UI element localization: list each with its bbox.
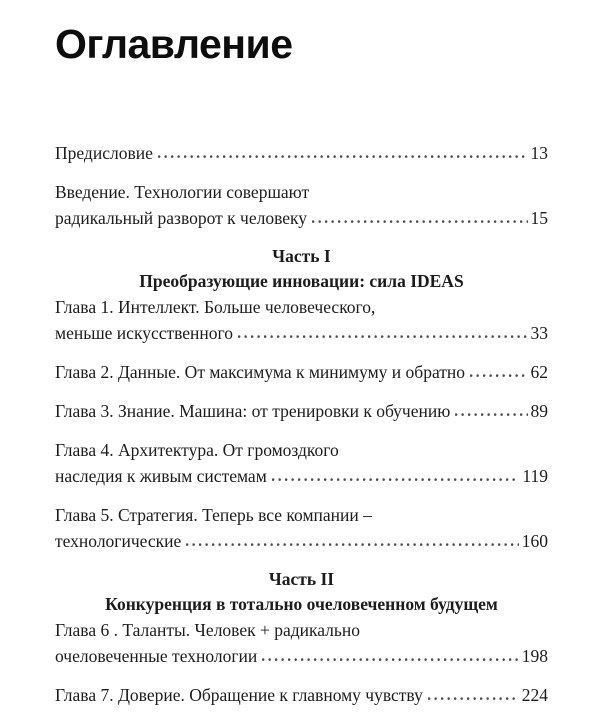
toc-entry bbox=[55, 179, 548, 231]
entry-text-line: Глава 5. Стратегия. Теперь все компании – bbox=[55, 505, 372, 525]
toc-list bbox=[55, 140, 548, 708]
toc-entry bbox=[55, 294, 548, 346]
part-heading bbox=[55, 567, 548, 617]
entry-text: очеловеченные технологии bbox=[55, 646, 258, 666]
page-number: 15 bbox=[530, 208, 548, 228]
toc-entry bbox=[55, 140, 548, 166]
part-heading bbox=[55, 244, 548, 294]
page-number: 119 bbox=[522, 466, 548, 486]
entry-leader-row bbox=[55, 528, 548, 554]
page-number: 224 bbox=[521, 685, 548, 705]
page-number: 33 bbox=[530, 323, 548, 343]
entry-text-line: Глава 6 . Таланты. Человек + радикально bbox=[55, 620, 360, 640]
dot-leader bbox=[455, 412, 527, 417]
entry-text: Предисловие bbox=[55, 143, 153, 163]
entry-text: радикальный разворот к человеку bbox=[55, 208, 307, 228]
entry-leader-row bbox=[55, 682, 548, 708]
entry-leader-row bbox=[55, 463, 548, 489]
page-title: Оглавление bbox=[55, 21, 293, 67]
entry-text: Глава 7. Доверие. Обращение к главному чувству bbox=[55, 685, 423, 705]
toc-entry bbox=[55, 682, 548, 708]
dot-leader bbox=[470, 373, 527, 378]
page-number: 160 bbox=[521, 531, 548, 551]
entry-leader-row bbox=[55, 320, 548, 346]
entry-text: Глава 2. Данные. От максимума к минимуму и обратно bbox=[55, 362, 466, 382]
entry-text: меньше искусственного bbox=[55, 323, 234, 343]
dot-leader bbox=[158, 154, 528, 159]
dot-leader bbox=[428, 696, 519, 701]
part-heading-line: Конкуренция в тотально очеловеченном будущем bbox=[105, 594, 498, 614]
toc-entry bbox=[55, 398, 548, 424]
toc-entry bbox=[55, 359, 548, 385]
dot-leader bbox=[272, 477, 520, 482]
page-number: 62 bbox=[530, 362, 548, 382]
part-heading-line: Часть I bbox=[272, 246, 331, 266]
toc-entry bbox=[55, 437, 548, 489]
entry-leader-row bbox=[55, 140, 548, 166]
entry-text-line: Глава 1. Интеллект. Больше человеческого, bbox=[55, 297, 376, 317]
toc-entry bbox=[55, 502, 548, 554]
entry-text: Глава 3. Знание. Машина: от тренировки к обучению bbox=[55, 401, 451, 421]
page-number: 198 bbox=[521, 646, 548, 666]
entry-text: технологические bbox=[55, 531, 182, 551]
entry-leader-row bbox=[55, 359, 548, 385]
entry-leader-row bbox=[55, 205, 548, 231]
entry-leader-row bbox=[55, 398, 548, 424]
dot-leader bbox=[238, 334, 527, 339]
entry-text: наследия к живым системам bbox=[55, 466, 267, 486]
part-heading-line: Преобразующие инновации: сила IDEAS bbox=[139, 271, 464, 291]
page-number: 89 bbox=[530, 401, 548, 421]
entry-text-line: Введение. Технологии совершают bbox=[55, 182, 310, 202]
entry-leader-row bbox=[55, 643, 548, 669]
entry-text-line: Глава 4. Архитектура. От громоздкого bbox=[55, 440, 339, 460]
page-number: 13 bbox=[530, 143, 548, 163]
dot-leader bbox=[312, 219, 528, 224]
toc-entry bbox=[55, 617, 548, 669]
part-heading-line: Часть II bbox=[268, 569, 335, 589]
dot-leader bbox=[186, 542, 518, 547]
dot-leader bbox=[262, 657, 519, 662]
